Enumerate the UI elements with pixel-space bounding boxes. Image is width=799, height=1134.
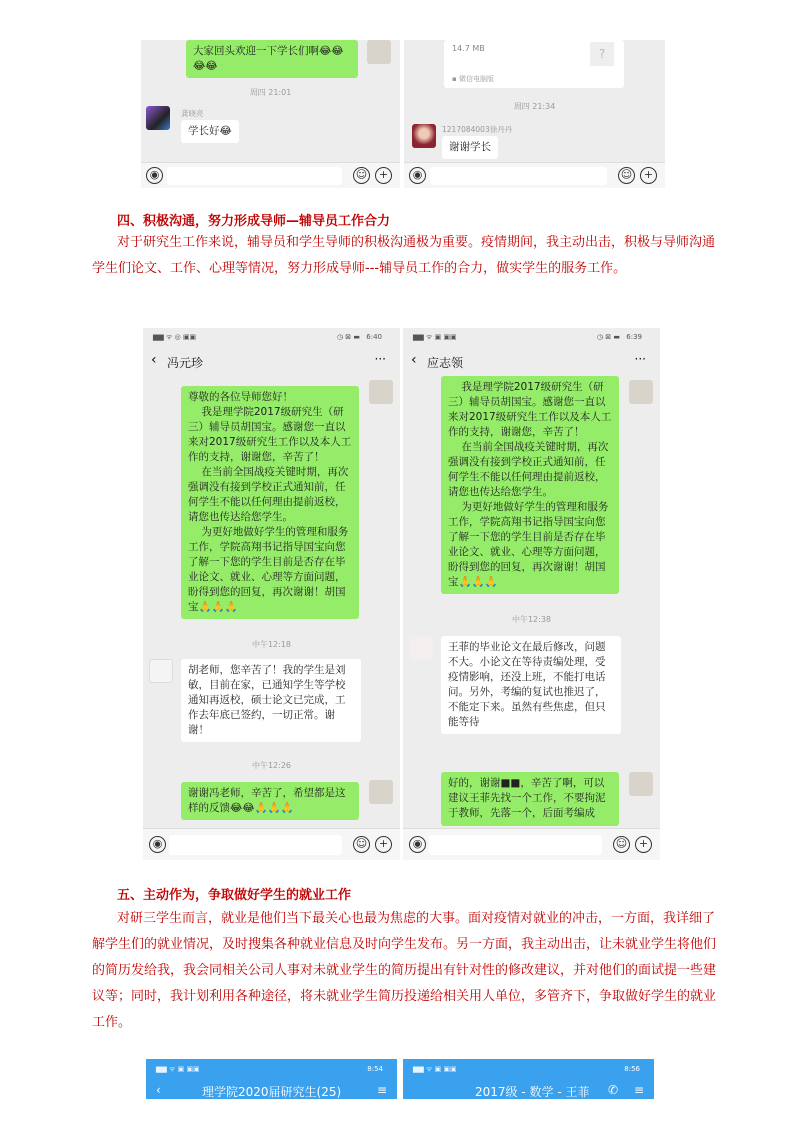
chat-title: 应志领 [427,356,464,370]
chat-bubble-received: 胡老师，您辛苦了！我的学生是刘敏，目前在家，已通知学生等学校通知再返校，硕士论文已完成，工作去年底已签约，一切正常。谢谢！ [181,659,361,742]
file-size: 14.7 MB [452,44,485,53]
message-input[interactable] [429,835,602,855]
status-time: 6:40 [366,333,382,341]
timestamp: 周四 21:01 [249,88,292,97]
status-bar [403,328,660,348]
message-input[interactable] [167,167,342,185]
section-paragraph: 对于研究生工作来说，辅导员和学生导师的积极沟通极为重要。疫情期间，我主动出击，积极与导师沟通学生们论文、工作、心理等情况，努力形成导师---辅导员工作的合力，做实学生的服务工作。 [92,235,716,276]
signal-icon: ▆▆ ᯤ ◎ ▣▣ [153,333,197,341]
back-chevron-icon[interactable]: ‹ [151,352,157,368]
avatar [369,780,393,804]
plus-icon[interactable]: + [635,836,652,853]
message-input[interactable] [430,167,607,185]
chat-bubble-sent: 谢谢冯老师，辛苦了，希望都是这样的反馈😂😂🙏🙏🙏 [181,782,359,820]
emoji-icon[interactable]: ☺ [613,836,630,853]
chat-bubble-sent: 尊敬的各位导师您好！ 我是理学院2017级研究生（研三）辅导员胡国宝。感谢您一直以来对2017级研究生工作以及本人工作的支持，谢谢您，辛苦了！ 在当前全国战疫关键时期，再次强调没有接到学校正式通知前，任何学生不能以任何理由提前返校，请您也传达给您学生。 为更好地做好学生的管理和服务工作，学院高翔书记指导国宝向您了解一下您的学生目前是否存在毕业论文、就业、心理等方面问题，盼得到您的回复，再次谢谢！胡国宝🙏🙏🙏 [181,386,359,619]
voice-icon[interactable]: ◉ [409,836,426,853]
signal-icon: ▆▆ ᯤ ▣ ▣▣ [413,333,457,341]
back-chevron-icon[interactable]: ‹ [156,1083,161,1097]
menu-icon[interactable]: ≡ [376,1083,387,1097]
file-source: ▪ 微信电脑版 [452,75,494,83]
section-heading: 五、主动作为，争取做好学生的就业工作 [117,888,352,903]
avatar [629,772,653,796]
avatar [412,124,436,148]
chat-bubble-received: 王菲的毕业论文在最后修改，问题不大。小论文在等待责编处理，受疫情影响，还没上班，不能打电话问。另外，考编的复试也推迟了，不能定下来。虽然有些焦虑，但只能等待 [441,636,621,734]
status-time: 8:54 [367,1065,383,1073]
file-source-label: 微信电脑版 [458,75,494,83]
chat-screenshot-top-right [404,40,665,188]
chat-header [143,348,400,374]
input-bar [141,162,400,188]
input-bar [404,162,665,188]
avatar [149,659,173,683]
plus-icon[interactable]: + [375,167,392,184]
avatar [146,106,170,130]
file-card[interactable] [444,40,624,88]
call-icon[interactable]: ✆ [607,1083,618,1097]
back-chevron-icon[interactable]: ‹ [411,352,417,368]
chat-header [403,348,660,374]
chat-title: 冯元珍 [167,356,204,370]
chat-bubble-received: 谢谢学长 [442,136,498,159]
section-paragraph: 对研三学生而言，就业是他们当下最关心也最为焦虑的大事。面对疫情对就业的冲击，一方面，我详细了解学生们的就业情况，及时搜集各种就业信息及时向学生发布。另一方面，我主动出击，让未就业学生将他们的简历发给我，我会同相关公司人事对未就业学生的简历提出有针对性的修改建议，并对他们的面试提一些建议等；同时，我计划利用各种途径，将未就业学生简历投递给相关用人单位，多管齐下，争取做好学生的就业工作。 [92,911,717,1030]
avatar [409,636,433,660]
chat-screenshot-mid-right [403,328,660,860]
section-heading: 四、积极沟通，努力形成导师—辅导员工作合力 [117,214,391,229]
timestamp: 中午12:18 [251,640,292,649]
sender-name: 龚晓亮 [181,109,204,118]
emoji-icon[interactable]: ☺ [353,836,370,853]
menu-icon[interactable]: ≡ [633,1083,644,1097]
input-bar [403,828,660,860]
status-time: 6:39 [626,333,642,341]
more-icon[interactable]: ··· [374,352,386,366]
voice-icon[interactable]: ◉ [146,167,163,184]
battery-icon: ◷ ⊠ ▬ [336,333,360,341]
more-icon[interactable]: ··· [634,352,646,366]
voice-icon[interactable]: ◉ [149,836,166,853]
sender-name: 1217084003徐丹丹 [442,125,513,134]
signal-icon: ▆▆ ᯤ ▣ ▣▣ [156,1065,200,1073]
message-input[interactable] [169,835,342,855]
emoji-icon[interactable]: ☺ [618,167,635,184]
timestamp: 中午12:38 [511,615,552,624]
battery-icon: ◷ ⊠ ▬ [596,333,620,341]
emoji-icon[interactable]: ☺ [353,167,370,184]
chat-bubble-sent: 我是理学院2017级研究生（研三）辅导员胡国宝。感谢您一直以来对2017级研究生工作以及本人工作的支持，谢谢您，辛苦了！ 在当前全国战疫关键时期，再次强调没有接到学校正式通知前，任何学生不能以任何理由提前返校，请您也传达给您学生。 为更好地做好学生的管理和服务工作，学院高翔书记指导国宝向您了解一下您的学生目前是否存在毕业论文、就业、心理等方面问题，盼得到您的回复，再次谢谢！胡国宝🙏🙏🙏 [441,376,619,594]
chat-title: 2017级 - 数学 - 王菲 [475,1085,590,1099]
chat-screenshot-bottom-right [403,1059,654,1099]
signal-icon: ▆▆ ᯤ ▣ ▣▣ [413,1065,457,1073]
chat-screenshot-bottom-left [146,1059,397,1099]
plus-icon[interactable]: + [640,167,657,184]
chat-screenshot-top-left [141,40,400,188]
avatar [369,380,393,404]
voice-icon[interactable]: ◉ [409,167,426,184]
chat-title: 理学院2020届研究生(25) [202,1085,342,1099]
chat-bubble-sent: 好的，谢谢■■，辛苦了啊，可以建议王菲先找一个工作，不要拘泥于教师，先落一个，后面考编成 [441,772,619,826]
timestamp: 周四 21:34 [513,102,556,111]
timestamp: 中午12:26 [251,761,292,770]
input-bar [143,828,400,860]
file-icon: ? [590,42,614,66]
chat-screenshot-mid-left [143,328,400,860]
chat-bubble-received: 学长好😂 [181,120,239,143]
avatar [367,40,391,64]
status-time: 8:56 [624,1065,640,1073]
avatar [629,380,653,404]
plus-icon[interactable]: + [375,836,392,853]
status-bar [143,328,400,348]
chat-bubble-sent: 大家回头欢迎一下学长们啊😂😂😂😂 [186,40,358,78]
